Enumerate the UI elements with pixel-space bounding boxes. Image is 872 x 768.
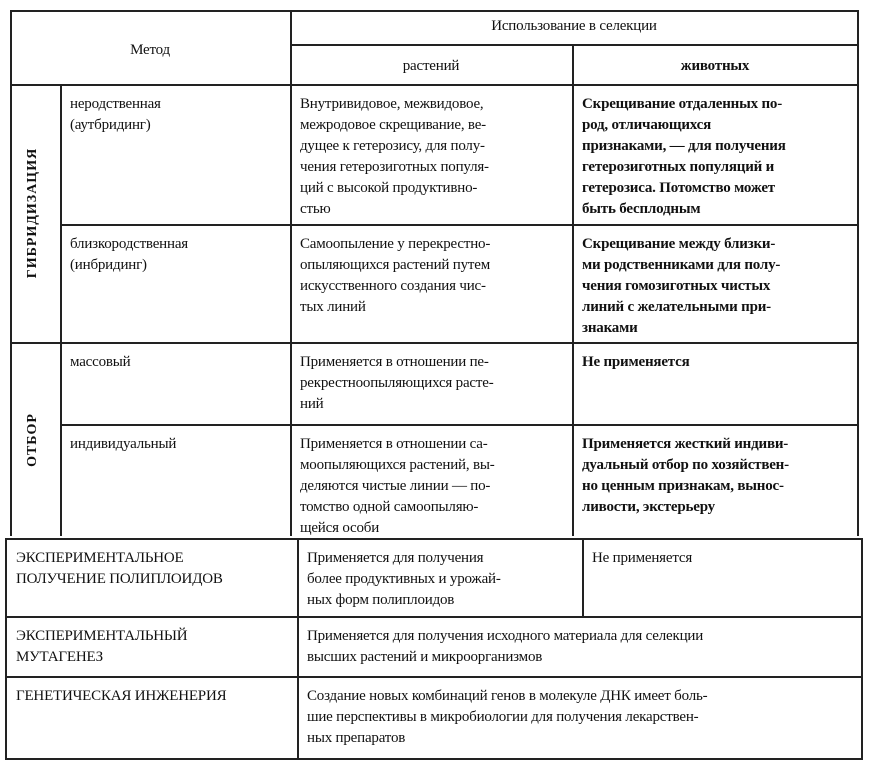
group-hybridization: ГИБРИДИЗАЦИЯ <box>25 147 40 279</box>
method-outbreeding: неродственная (аутбридинг) <box>70 96 161 133</box>
method-mutagenesis: ЭКСПЕРИМЕНТАЛЬНЫЙ МУТАГЕНЕЗ <box>16 628 188 665</box>
plants-inbreeding: Самоопыление у перекрестно- опыляющихся растений путем искусственного создания чис- тых линий <box>300 236 491 315</box>
rule <box>60 84 62 536</box>
plants-polyploids: Применяется для получения более продуктивных и урожай- ных форм полиплоидов <box>307 550 501 608</box>
rule <box>10 84 858 86</box>
group-selection: ОТБОР <box>25 413 40 467</box>
header-method: Метод <box>130 42 170 58</box>
method-inbreeding: близкородственная (инбридинг) <box>70 236 188 273</box>
rule <box>5 538 862 540</box>
plants-individual: Применяется в отношении са- моопыляющихся растений, вы- деляются чистые линии — по- томство одной самоопыляю- щейся особи <box>300 436 495 536</box>
animals-outbreeding: Скрещивание отдаленных по- род, отличающихся признаками, — для получения гетерозиготных популяций и гетерозиса. Потомство может быть бесплодным <box>582 96 786 217</box>
method-individual: индивидуальный <box>70 436 177 452</box>
plants-outbreeding: Внутривидовое, межвидовое, межродовое скрещивание, ве- дущее к гетерозису, для полу- чения гетерозиготных популя- ций с высокой продуктивно- стью <box>300 96 489 217</box>
rule <box>857 10 859 536</box>
rule <box>60 424 858 426</box>
usage-mutagenesis: Применяется для получения исходного материала для селекции высших растений и микроорганизмов <box>307 628 704 665</box>
header-plants: растений <box>402 58 460 74</box>
animals-individual: Применяется жесткий индиви- дуальный отбор по хозяйствен- но ценным признакам, вынос- ливости, экстерьеру <box>582 436 789 515</box>
animals-polyploids: Не применяется <box>592 550 693 566</box>
usage-genetic-engineering: Создание новых комбинаций генов в молекуле ДНК имеет боль- шие перспективы в микробиологии для получения лекарствен- ных препаратов <box>307 688 708 746</box>
method-genetic-engineering: ГЕНЕТИЧЕСКАЯ ИНЖЕНЕРИЯ <box>16 688 227 704</box>
animals-mass: Не применяется <box>582 354 690 370</box>
header-animals: животных <box>680 58 750 74</box>
method-mass: массовый <box>70 354 131 370</box>
header-usage: Использование в селекции <box>491 18 657 34</box>
rule <box>861 538 863 760</box>
rule <box>5 758 862 760</box>
rule <box>10 10 12 536</box>
rule <box>5 538 7 760</box>
rule <box>290 44 858 46</box>
method-polyploids: ЭКСПЕРИМЕНТАЛЬНОЕ ПОЛУЧЕНИЕ ПОЛИПЛОИДОВ <box>16 550 223 587</box>
plants-mass: Применяется в отношении пе- рекрестноопыляющихся расте- ний <box>300 354 494 412</box>
rule <box>5 676 862 678</box>
animals-inbreeding: Скрещивание между близки- ми родственниками для полу- чения гомозиготных чистых линий с желательными при- знаками <box>582 236 781 336</box>
